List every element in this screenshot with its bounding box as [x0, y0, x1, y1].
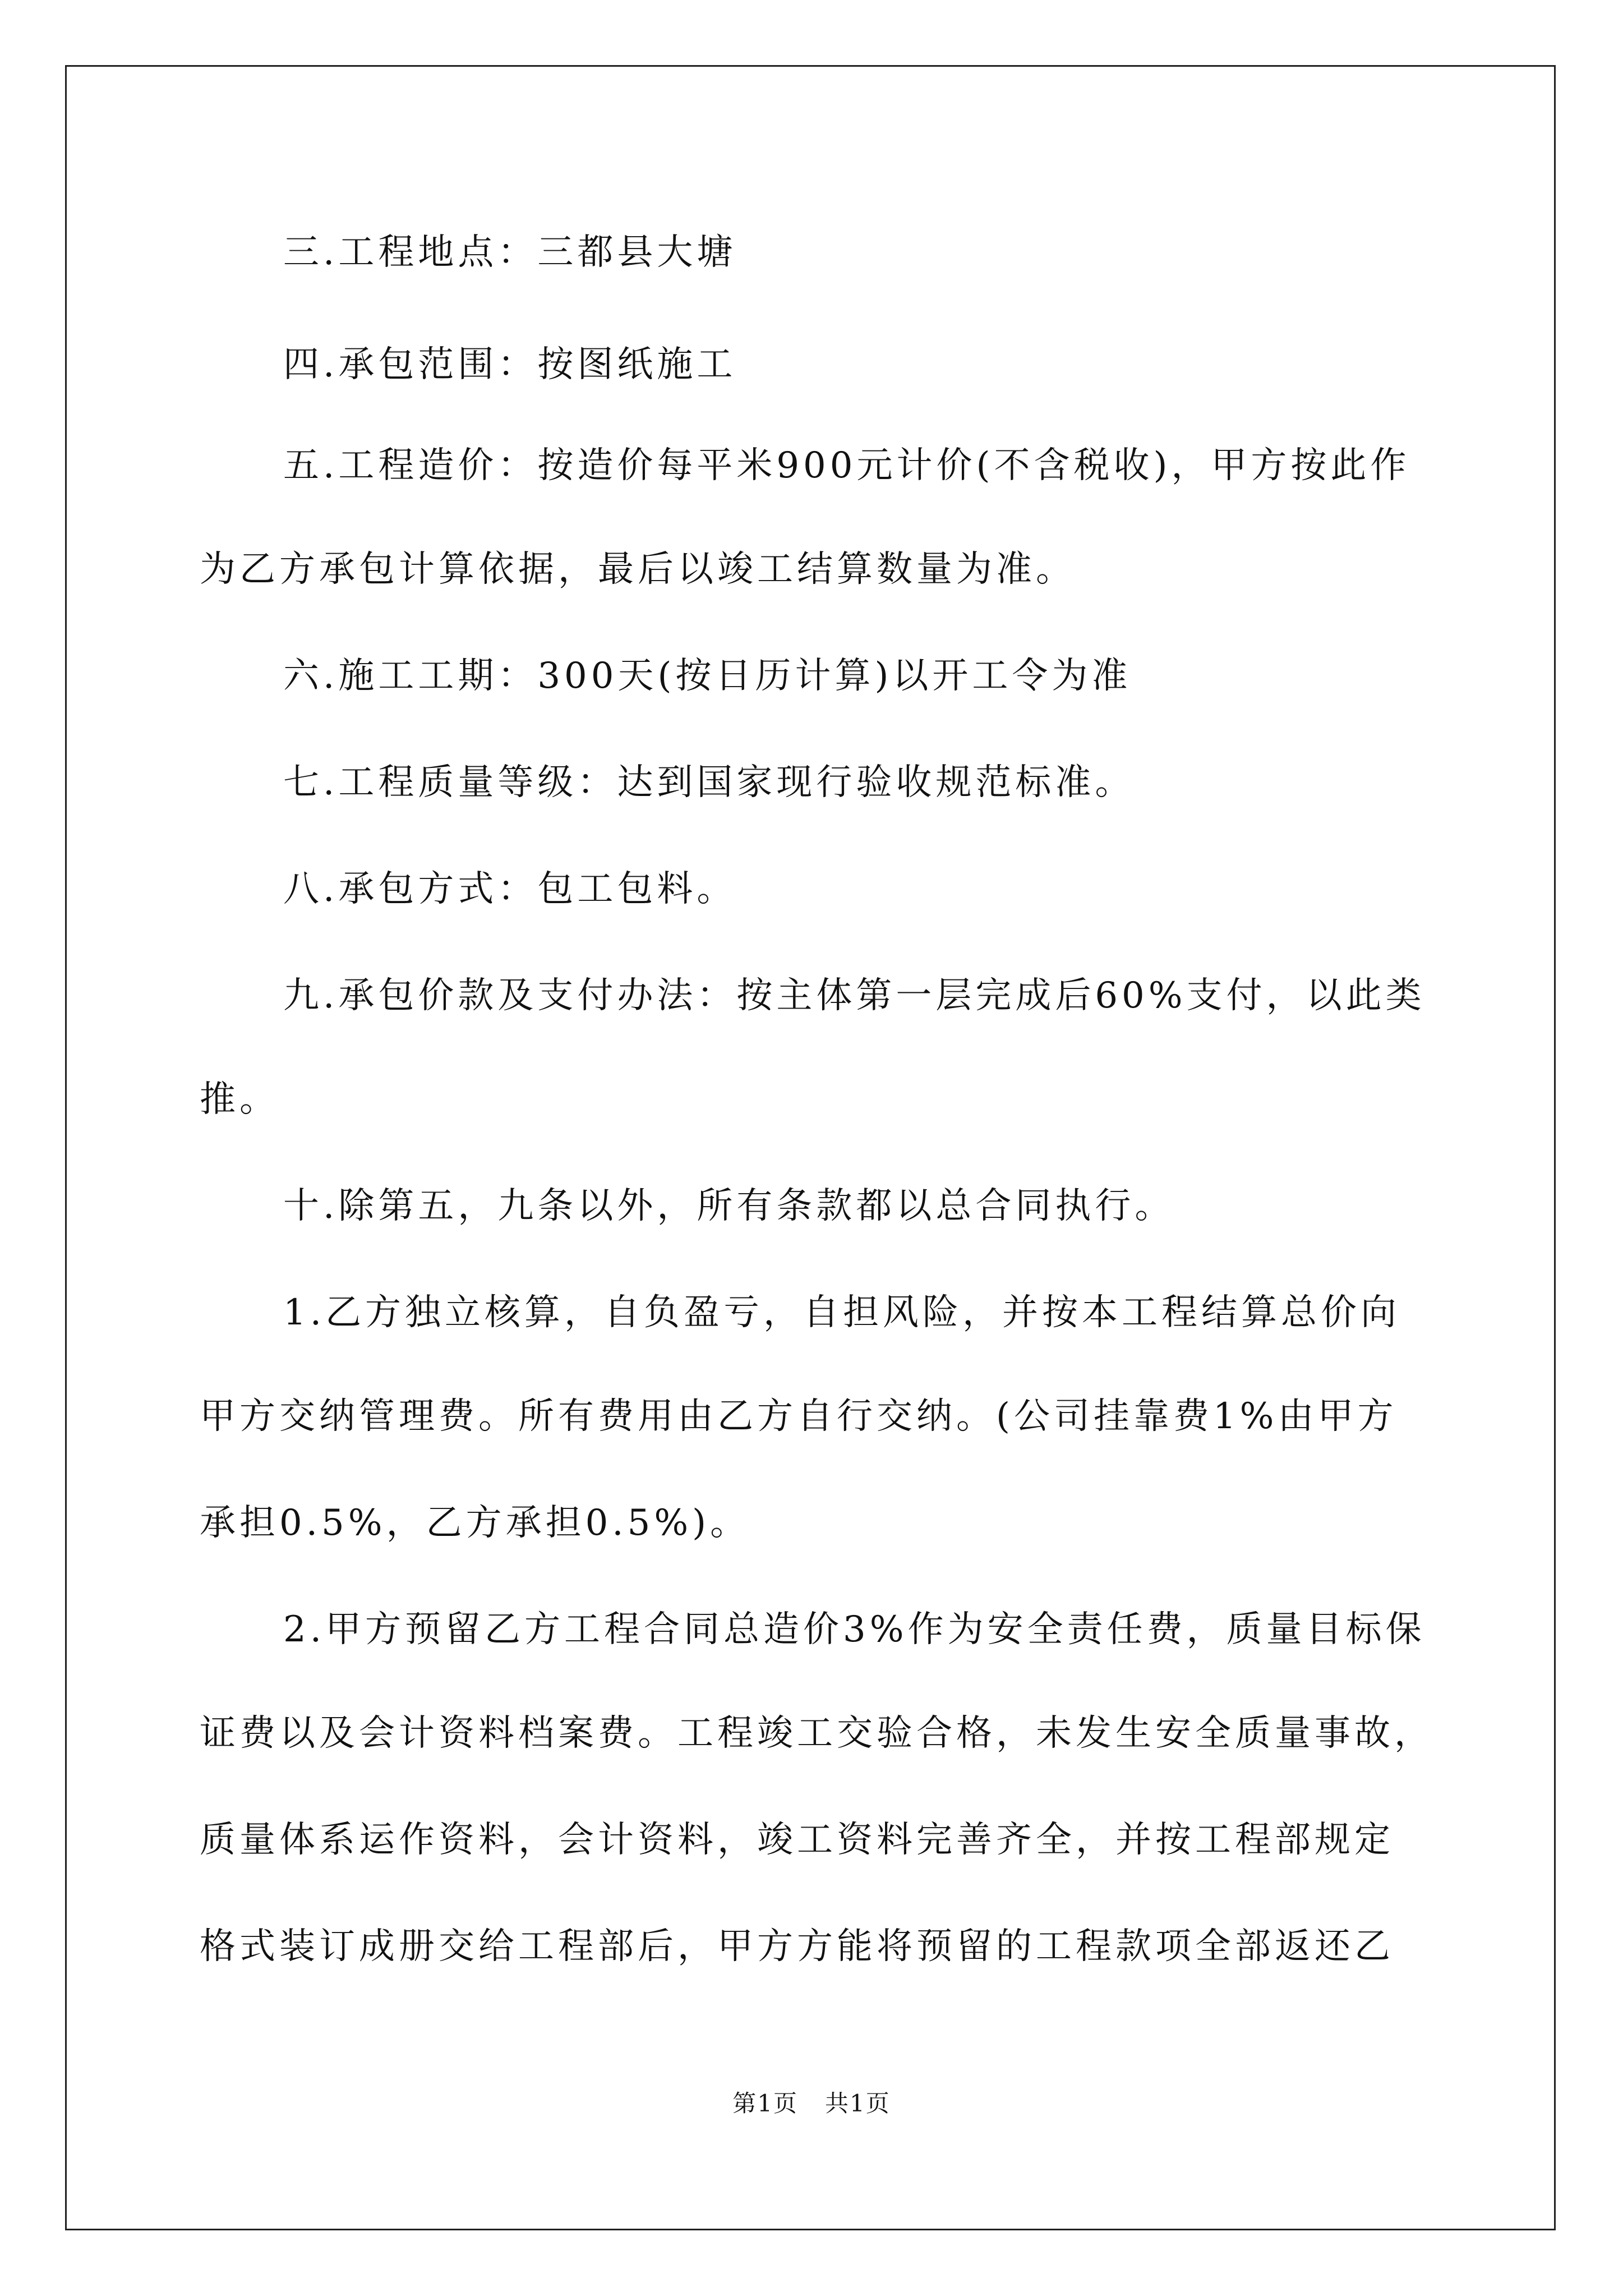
clause-9-payment-cont: 推。 — [200, 1079, 279, 1120]
item-1-accounting-cont-1: 甲方交纳管理费。所有费用由乙方自行交纳。(公司挂靠费1%由甲方 — [200, 1396, 1398, 1437]
clause-4-scope: 四.承包范围：按图纸施工 — [283, 344, 737, 385]
item-1-accounting-cont-2: 承担0.5%，乙方承担0.5%)。 — [200, 1502, 750, 1544]
item-2-retention-cont-3: 格式装订成册交给工程部后，甲方方能将预留的工程款项全部返还乙 — [200, 1926, 1394, 1967]
page-footer — [0, 2087, 1623, 2120]
clause-3-location: 三.工程地点：三都县大塘 — [283, 232, 737, 273]
clause-8-method: 八.承包方式：包工包料。 — [283, 868, 737, 910]
page-total: 共1页 — [825, 2090, 891, 2117]
item-2-retention: 2.甲方预留乙方工程合同总造价3%作为安全责任费，质量目标保 — [283, 1609, 1426, 1650]
clause-6-duration: 六.施工工期：300天(按日历计算)以开工令为准 — [283, 655, 1132, 697]
clause-10-other: 十.除第五，九条以外，所有条款都以总合同执行。 — [283, 1185, 1175, 1227]
clause-5-cost-cont: 为乙方承包计算依据，最后以竣工结算数量为准。 — [200, 549, 1076, 590]
item-2-retention-cont-2: 质量体系运作资料，会计资料，竣工资料完善齐全，并按工程部规定 — [200, 1819, 1394, 1861]
item-2-retention-cont-1: 证费以及会计资料档案费。工程竣工交验合格，未发生安全质量事故， — [200, 1713, 1434, 1754]
clause-7-quality: 七.工程质量等级：达到国家现行验收规范标准。 — [283, 762, 1135, 803]
clause-9-payment: 九.承包价款及支付办法：按主体第一层完成后60%支付，以此类 — [283, 975, 1426, 1016]
item-1-accounting: 1.乙方独立核算，自负盈亏，自担风险，并按本工程结算总价向 — [283, 1292, 1401, 1333]
page-number: 第1页 — [732, 2090, 798, 2117]
clause-5-cost: 五.工程造价：按造价每平米900元计价(不含税收)，甲方按此作 — [283, 445, 1410, 486]
